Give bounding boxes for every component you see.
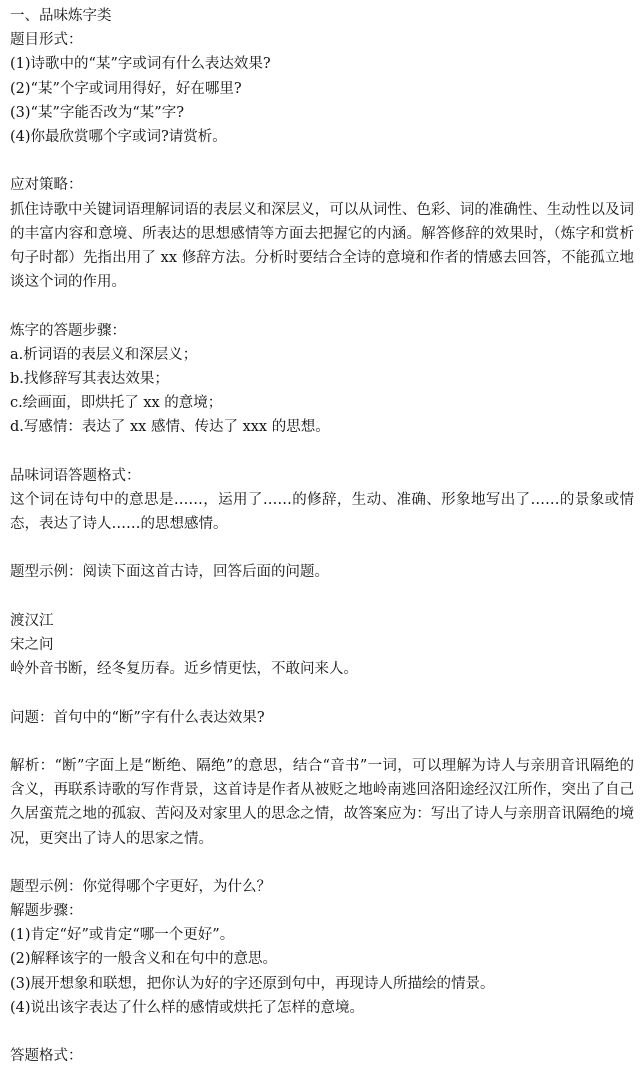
step-item-d: d.写感情：表达了 xx 感情、传达了 xxx 的思想。	[10, 419, 330, 436]
form-item-3: (3)“某”字能否改为“某”字?	[10, 104, 184, 121]
blank-line	[10, 536, 634, 560]
example2-intro: 题型示例：你觉得哪个字更好，为什么？	[10, 878, 271, 895]
section-title: 一、品味炼字类	[10, 8, 112, 24]
step-item-c: c.绘画面，即烘托了 xx 的意境；	[10, 395, 223, 412]
blank-line	[10, 294, 634, 318]
analysis-paragraph: 解析：“断”字面上是“断绝、隔绝”的意思，结合“音书”一词，可以理解为诗人与亲朋音讯隔绝的含义，再联系诗歌的写作背景，这首诗是作者从被贬之地岭南逃回洛阳途经汉江所作，突出了自己久居蛮荒之地的孤寂、苦闷及对家里人的思念之情，故答案应为：写出了诗人与亲朋音讯隔绝的境况，更突出了诗人的思家之情。	[10, 757, 634, 847]
document-page	[10, 4, 634, 1068]
blank-line	[10, 730, 634, 754]
solve-step-2: (2)解释该字的一般含义和在句中的意思。	[10, 951, 278, 968]
form-item-1: (1)诗歌中的“某”字或词有什么表达效果?	[10, 56, 271, 73]
poem-text: 岭外音书断，经冬复历春。近乡情更怯，不敢问来人。	[10, 661, 358, 678]
poem-title: 渡汉江	[10, 612, 54, 629]
strategy-heading: 应对策略：	[10, 177, 83, 194]
answer-format-heading: 答题格式：	[10, 1048, 83, 1065]
blank-line	[10, 1020, 634, 1044]
format-paragraph: 这个词在诗句中的意思是……，运用了……的修辞，生动、准确、形象地写出了……的景象或情态，表达了诗人……的思想感情。	[10, 491, 634, 533]
solve-step-3: (3)展开想象和联想，把你认为好的字还原到句中，再现诗人所描绘的情景。	[10, 975, 495, 992]
solve-steps-heading: 解题步骤：	[10, 903, 83, 920]
step-item-a: a.析词语的表层义和深层义；	[10, 346, 198, 363]
example-intro: 题型示例：阅读下面这首古诗，回答后面的问题。	[10, 564, 329, 581]
poem-author: 宋之问	[10, 636, 54, 653]
solve-step-1: (1)肯定“好”或肯定“哪一个更好”。	[10, 927, 235, 944]
question-text: 问题：首句中的“断”字有什么表达效果?	[10, 709, 265, 726]
format-heading: 品味词语答题格式：	[10, 467, 141, 484]
blank-line	[10, 149, 634, 173]
blank-line	[10, 851, 634, 875]
form-item-4: (4)你最欣赏哪个字或词?请赏析。	[10, 128, 227, 145]
strategy-paragraph: 抓住诗歌中关键词语理解词语的表层义和深层义，可以从词性、色彩、词的准确性、生动性以及词的丰富内容和意境、所表达的思想感情等方面去把握它的内涵。解答修辞的效果时，（炼字和赏析句子时都）先指出用了 xx 修辞方法。分析时要结合全诗的意境和作者的情感去回答，不能孤立地谈这个词的作用。	[10, 201, 634, 291]
form-item-2: (2)“某”个字或词用得好，好在哪里?	[10, 80, 242, 97]
solve-step-4: (4)说出该字表达了什么样的感情或烘托了怎样的意境。	[10, 999, 365, 1016]
steps-heading: 炼字的答题步骤：	[10, 322, 126, 339]
form-heading: 题目形式：	[10, 32, 83, 49]
blank-line	[10, 681, 634, 705]
blank-line	[10, 585, 634, 609]
step-item-b: b.找修辞写其表达效果；	[10, 370, 169, 387]
blank-line	[10, 439, 634, 463]
